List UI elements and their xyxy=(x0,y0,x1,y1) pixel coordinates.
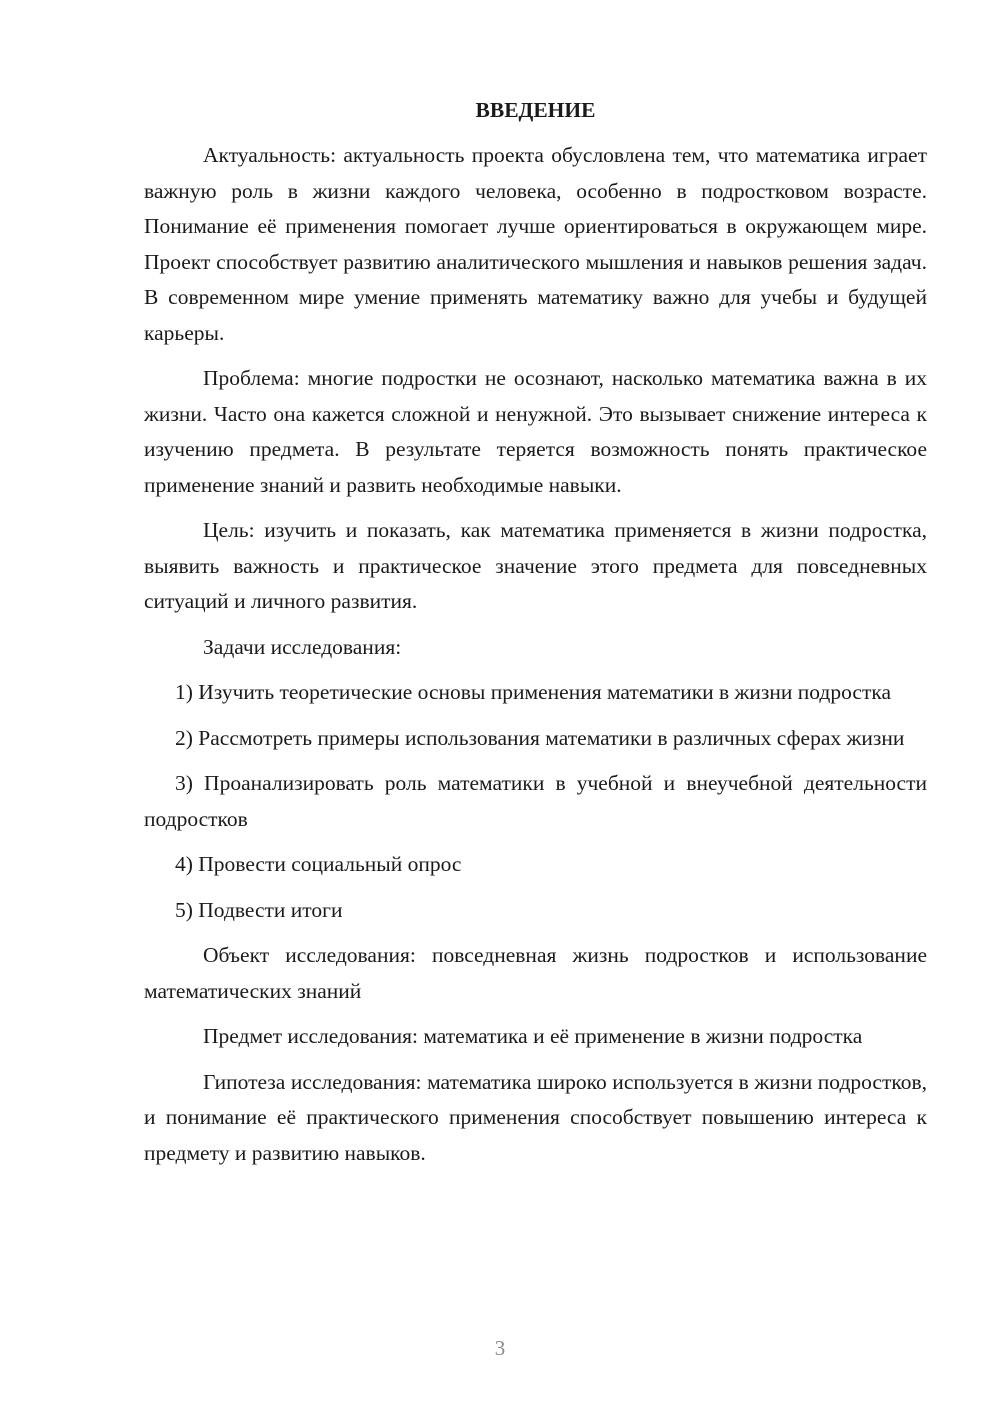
hypothesis-paragraph: Гипотеза исследования: математика широко используется в жизни подростков, и понимание её практического применения способствует повышению интереса к предмету и развитию навыков. xyxy=(144,1069,927,1165)
object-paragraph: Объект исследования: повседневная жизнь подростков и использование математических знаний xyxy=(144,943,927,1003)
task-item: 1) Изучить теоретические основы применения математики в жизни подростка xyxy=(175,680,892,704)
tasks-heading: Задачи исследования: xyxy=(203,634,402,659)
problem-paragraph: Проблема: многие подростки не осознают, насколько математика важна в их жизни. Часто она кажется сложной и ненужной. Это вызывает снижение интереса к изучению предмета. В результате теряется возможность понять практическое применение знаний и развить необходимые навыки. xyxy=(144,366,927,497)
document-page xyxy=(144,92,927,1181)
subject-paragraph: Предмет исследования: математика и её применение в жизни подростка xyxy=(203,1024,863,1048)
task-item: 4) Провести социальный опрос xyxy=(175,852,462,876)
goal-paragraph: Цель: изучить и показать, как математика применяется в жизни подростка, выявить важность и практическое значение этого предмета для повседневных ситуаций и личного развития. xyxy=(144,518,927,613)
task-item: 2) Рассмотреть примеры использования математики в различных сферах жизни xyxy=(175,725,905,750)
task-item: 3) Проанализировать роль математики в учебной и внеучебной деятельности подростков xyxy=(144,771,927,831)
task-item: 5) Подвести итоги xyxy=(175,897,343,922)
section-title: ВВЕДЕНИЕ xyxy=(475,98,596,122)
relevance-paragraph: Актуальность: актуальность проекта обусловлена тем, что математика играет важную роль в жизни каждого человека, особенно в подростковом возрасте. Понимание её применения помогает лучше ориентироваться в окружающем мире. Проект способствует развитию аналитического мышления и навыков решения задач. В современном мире умение применять математику важно для учебы и будущей карьеры. xyxy=(144,143,927,345)
page-number: 3 xyxy=(494,1336,506,1360)
